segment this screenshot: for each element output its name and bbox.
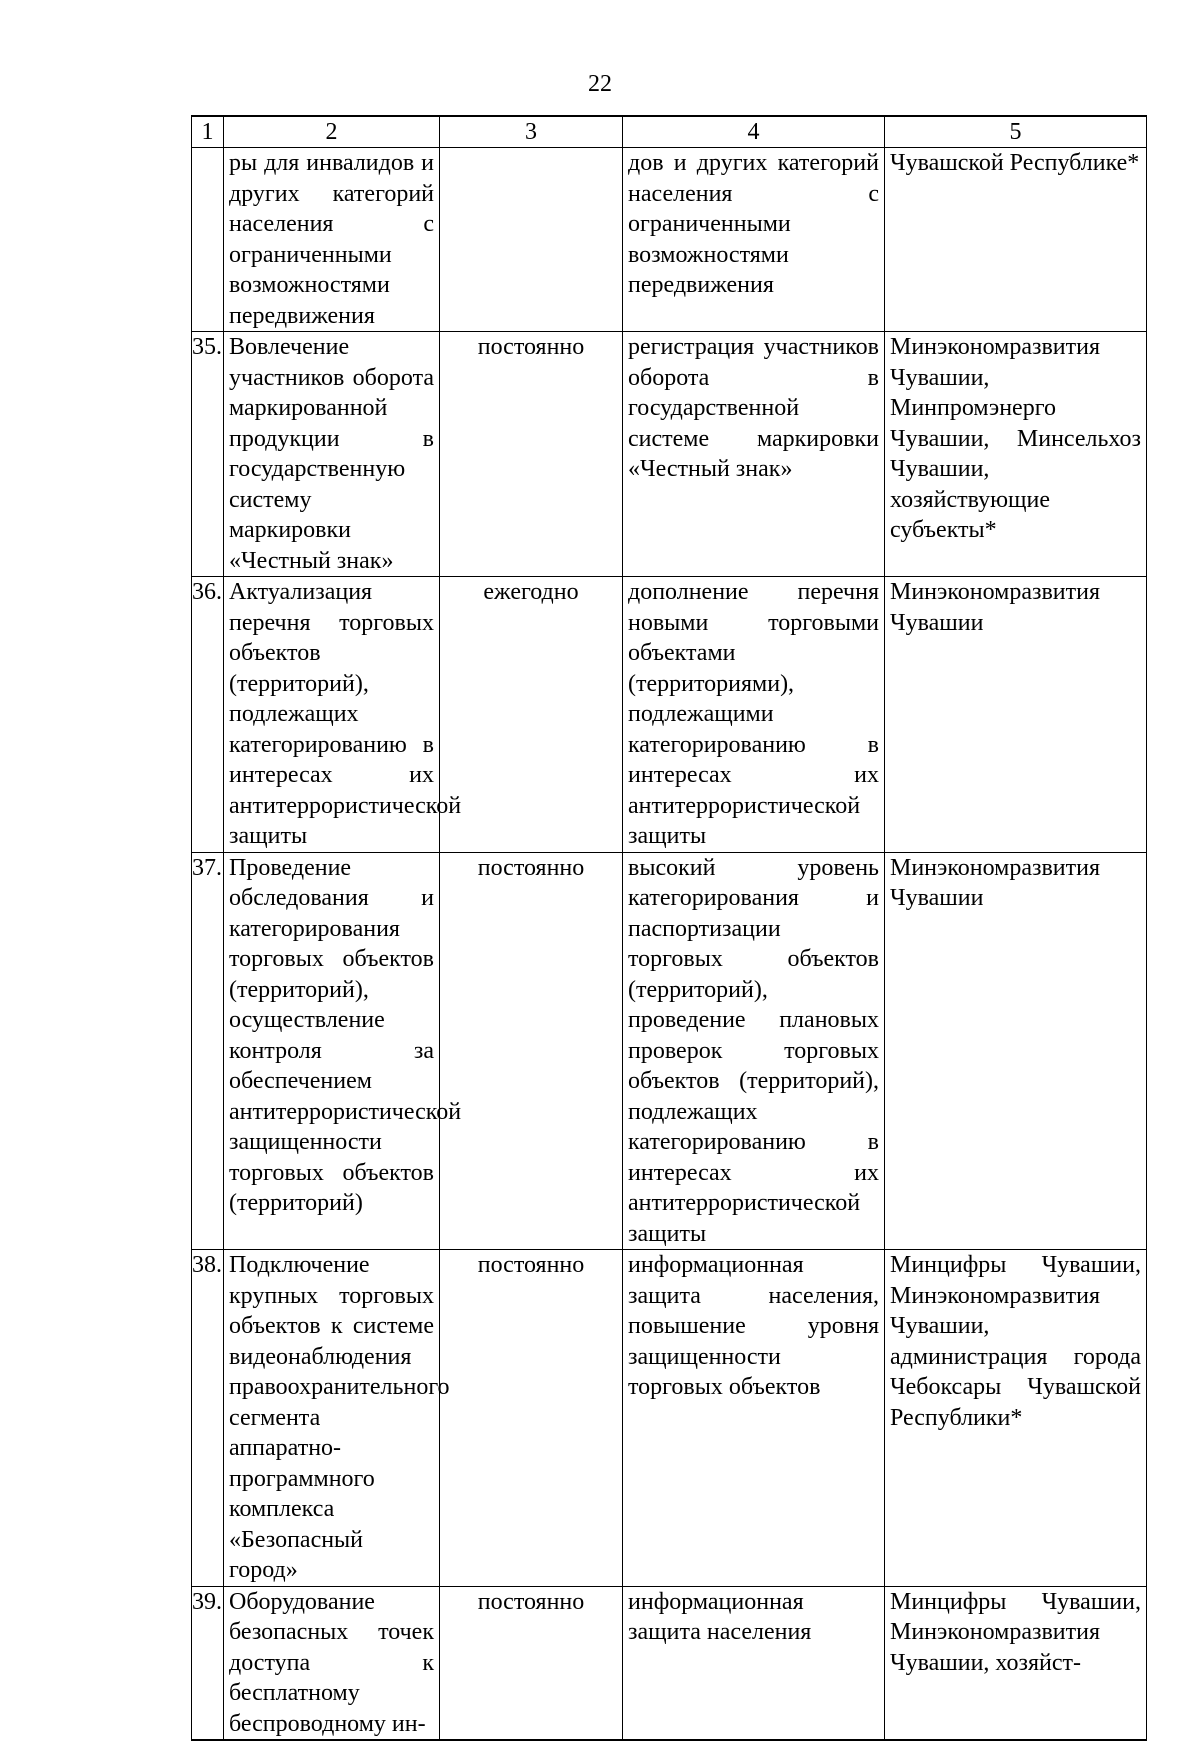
- column-header-4: 4: [623, 116, 885, 148]
- row-number: 38.: [192, 1250, 224, 1587]
- measure-cell: Вовлечение участников оборота маркированной продукции в государственную систему маркировки «Честный знак»: [224, 332, 440, 577]
- result-cell: регистрация участников оборота в государственной системе маркировки «Честный знак»: [623, 332, 885, 577]
- term-cell: постоянно: [440, 1250, 623, 1587]
- row-number: 36.: [192, 577, 224, 853]
- measure-cell: Подключение крупных торговых объектов к системе видеонаблюдения правоохранительного сегмента аппаратно-программного комплекса «Безопасный город»: [224, 1250, 440, 1587]
- result-cell: дополнение перечня новыми торговыми объектами (территориями), подлежащими категорированию в интересах их антитеррористической защиты: [623, 577, 885, 853]
- executors-cell: Минэкономразвития Чувашии: [885, 852, 1147, 1250]
- result-cell: информационная защита населения: [623, 1586, 885, 1740]
- executors-cell: Минцифры Чувашии, Минэкономразвития Чувашии, хозяйст-: [885, 1586, 1147, 1740]
- measures-table: [191, 115, 1147, 1741]
- row-number: [192, 148, 224, 332]
- term-cell: постоянно: [440, 332, 623, 577]
- table-row: [192, 577, 1147, 853]
- table-row: [192, 332, 1147, 577]
- column-header-1: 1: [192, 116, 224, 148]
- page-number: 22: [588, 71, 612, 97]
- table-row: [192, 1250, 1147, 1587]
- result-cell: высокий уровень категорирования и паспортизации торговых объектов (территорий), проведение плановых проверок торговых объектов (территорий), подлежащих категорированию в интересах их антитеррористической защиты: [623, 852, 885, 1250]
- executors-cell: Чувашской Республике*: [885, 148, 1147, 332]
- measure-cell: ры для инвалидов и других категорий населения с ограниченными возможностями передвижения: [224, 148, 440, 332]
- executors-cell: Минцифры Чувашии, Минэкономразвития Чувашии, администрация города Чебоксары Чувашской Республики*: [885, 1250, 1147, 1587]
- column-header-5: 5: [885, 116, 1147, 148]
- table-row: [192, 1586, 1147, 1740]
- measure-cell: Актуализация перечня торговых объектов (территорий), подлежащих категорированию в интересах их антитеррористической защиты: [224, 577, 440, 853]
- term-cell: ежегодно: [440, 577, 623, 853]
- row-number: 39.: [192, 1586, 224, 1740]
- result-cell: информационная защита населения, повышение уровня защищенности торговых объектов: [623, 1250, 885, 1587]
- row-number: 35.: [192, 332, 224, 577]
- executors-cell: Минэкономразвития Чувашии: [885, 577, 1147, 853]
- column-header-3: 3: [440, 116, 623, 148]
- table-row: [192, 852, 1147, 1250]
- term-cell: [440, 148, 623, 332]
- column-number-row: [192, 116, 1147, 148]
- term-cell: постоянно: [440, 1586, 623, 1740]
- row-number: 37.: [192, 852, 224, 1250]
- executors-cell: Минэкономразвития Чувашии, Минпромэнерго Чувашии, Минсельхоз Чувашии, хозяйствующие субъекты*: [885, 332, 1147, 577]
- measure-cell: Проведение обследования и категорирования торговых объектов (территорий), осуществление контроля за обеспечением антитеррористической защищенности торговых объектов (территорий): [224, 852, 440, 1250]
- measure-cell: Оборудование безопасных точек доступа к бесплатному беспроводному ин-: [224, 1586, 440, 1740]
- result-cell: дов и других категорий населения с ограниченными возможностями передвижения: [623, 148, 885, 332]
- term-cell: постоянно: [440, 852, 623, 1250]
- table-row: [192, 148, 1147, 332]
- column-header-2: 2: [224, 116, 440, 148]
